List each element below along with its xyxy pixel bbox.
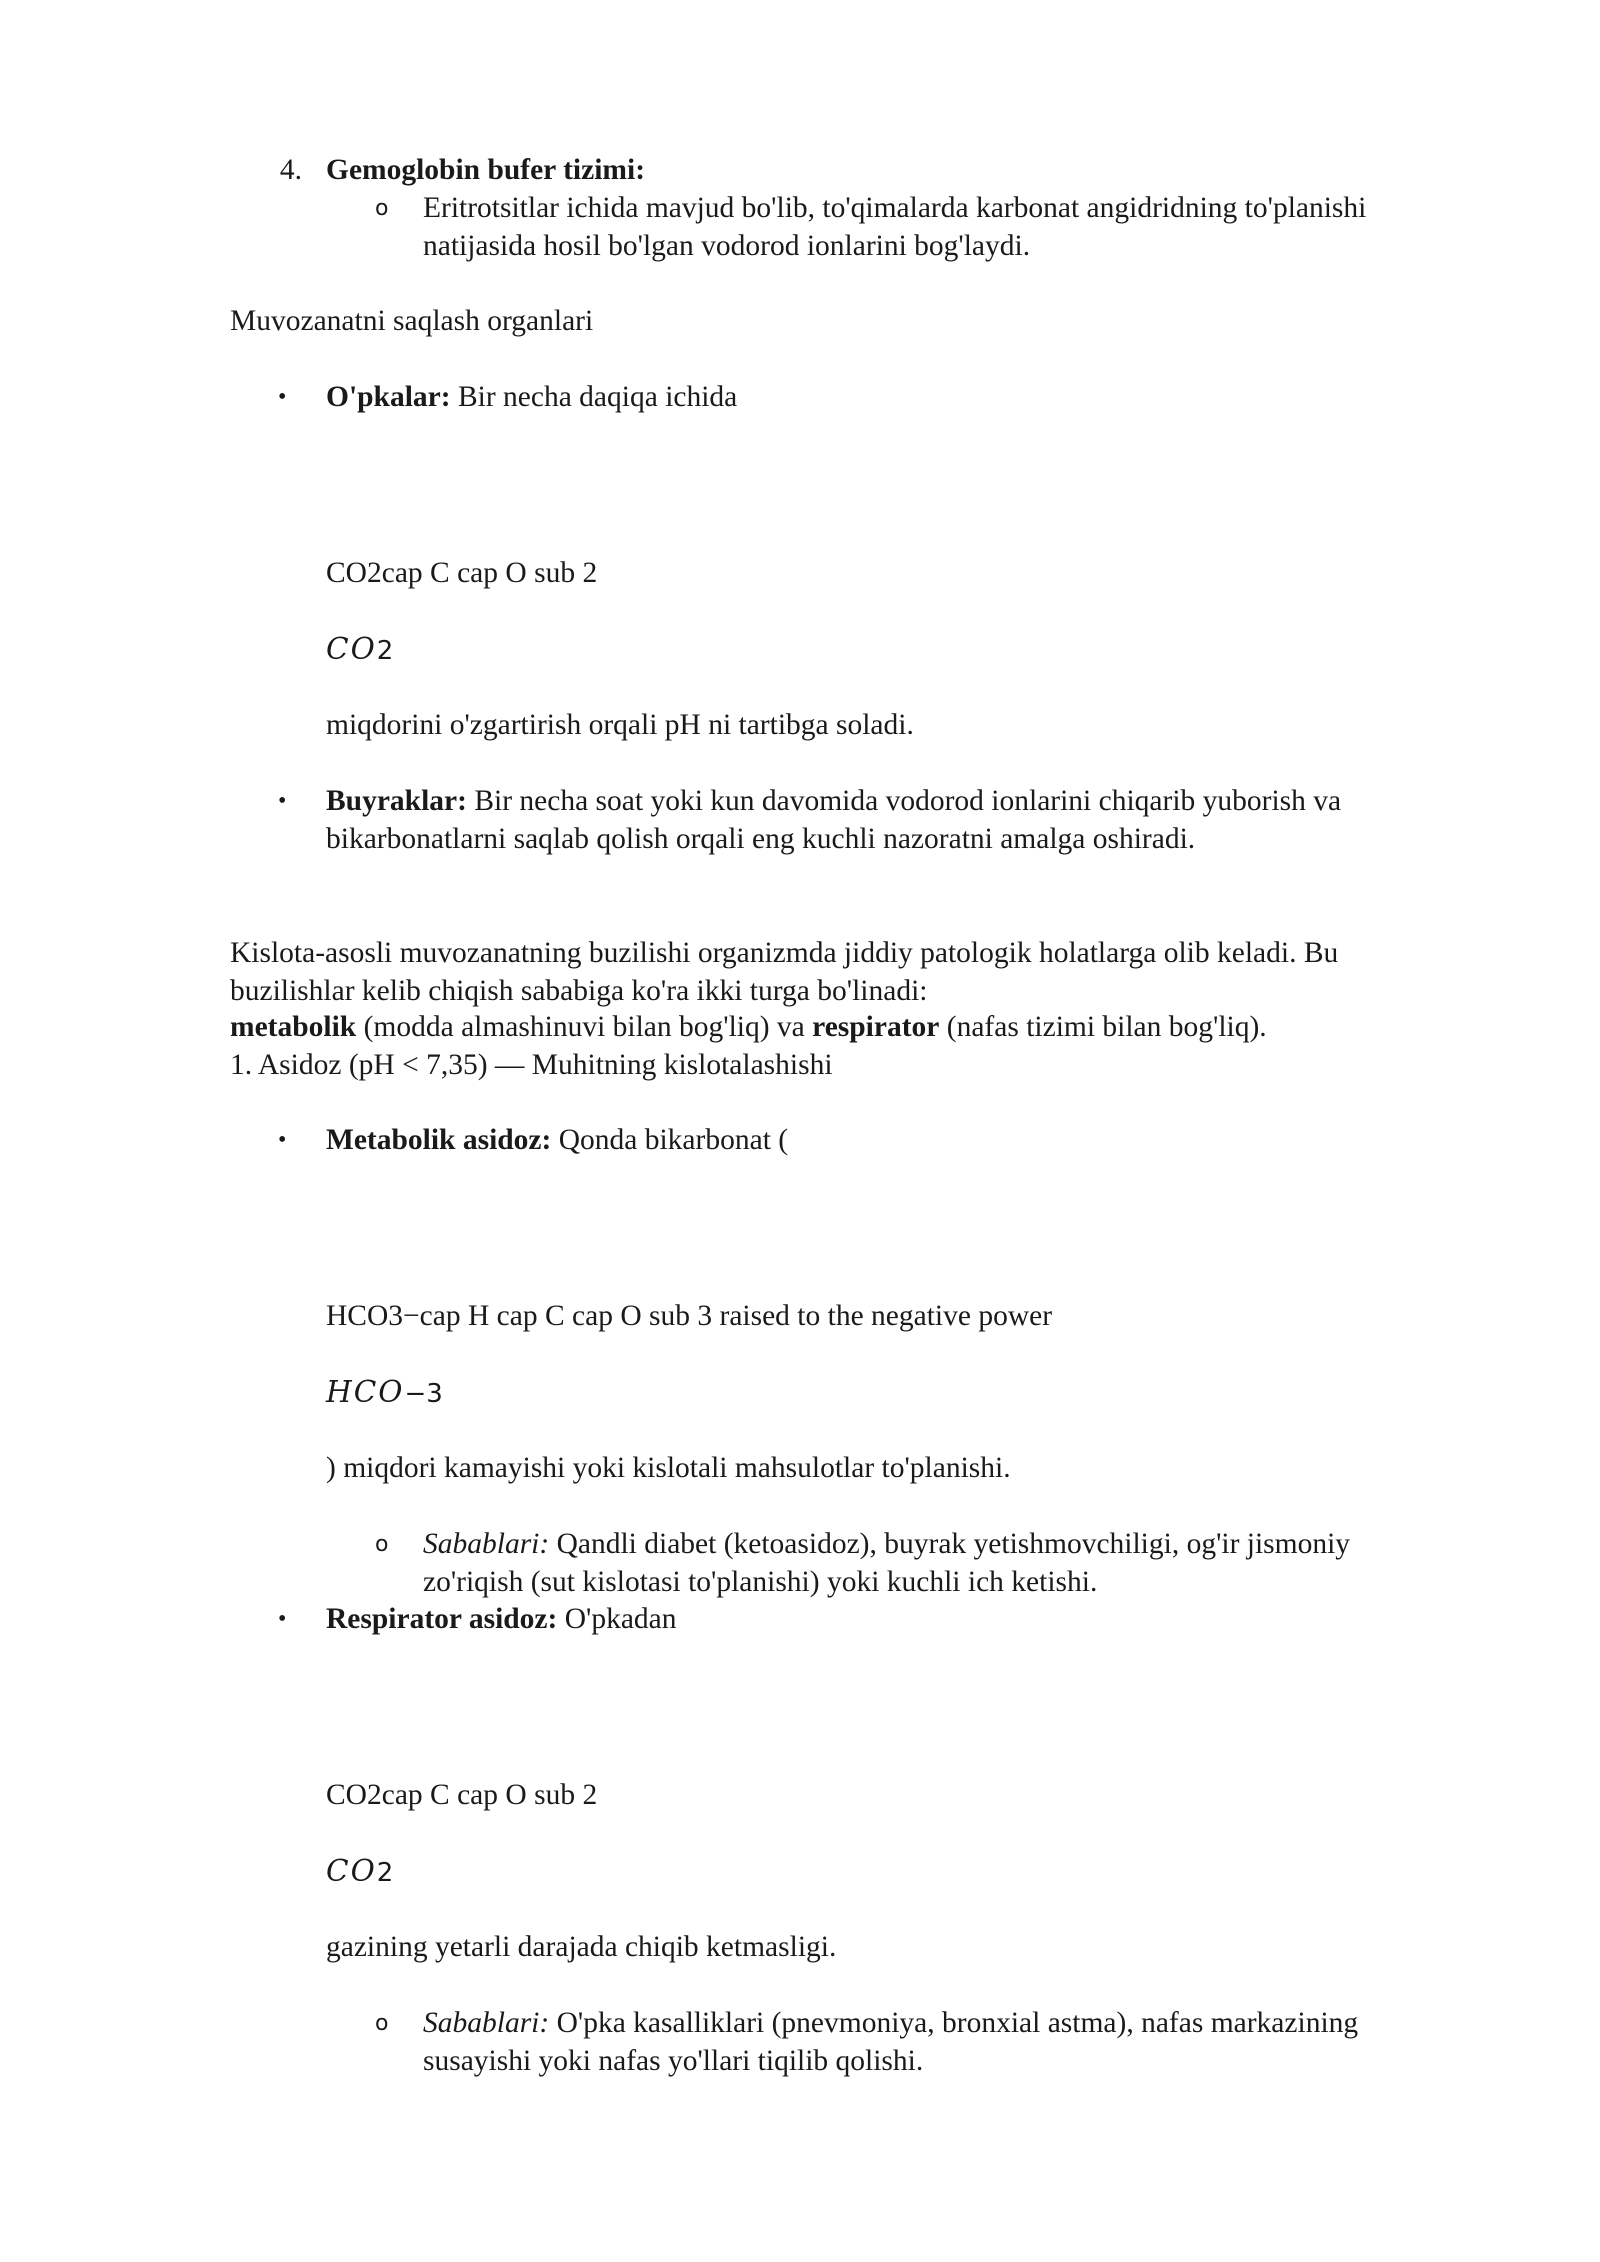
formula-sub: 2 [376, 1858, 394, 1888]
sub-item-line: zo'riqish (sut kislotasi to'planishi) yoki kuchli ich ketishi. [423, 1566, 1098, 1598]
section-heading: Muvozanatni saqlash organlari [230, 305, 594, 337]
formula-sub: −3 [404, 1379, 443, 1409]
causes-text: O'pka kasalliklari (pnevmoniya, bronxial astma), nafas markazining [549, 2007, 1359, 2039]
formula-main: CO [326, 1854, 377, 1888]
bullet-icon: • [278, 1606, 287, 1632]
list-item-metabolic [326, 1122, 788, 1159]
sub-bullet-icon: o [375, 196, 389, 221]
sub-item-line: Eritrotsitlar ichida mavjud bo'lib, to'qimalarda karbonat angidridning to'planishi [423, 192, 1367, 224]
term-respirator: respirator [812, 1011, 940, 1043]
item-label: Buyraklar: [326, 785, 467, 817]
causes-text: Qandli diabet (ketoasidoz), buyrak yetishmovchiligi, og'ir jismoniy [549, 1528, 1351, 1560]
sub-item-causes [423, 1526, 1350, 1563]
formula-main: CO [326, 632, 377, 666]
list-item-respiratory [326, 1601, 677, 1638]
item-continuation: ) miqdori kamayishi yoki kislotali mahsulotlar to'planishi. [326, 1452, 1011, 1484]
bullet-icon: • [278, 384, 287, 410]
item-text: Bir necha daqiqa ichida [450, 381, 738, 413]
causes-label: Sabablari: [423, 1528, 550, 1560]
item-text: O'pkadan [557, 1603, 677, 1635]
math-alt-text: CO2cap C cap O sub 2 [326, 557, 598, 589]
sub-item-line: natijasida hosil bo'lgan vodorod ionlarini bog'laydi. [423, 230, 1031, 262]
math-formula [326, 631, 393, 670]
item-label: O'pkalar: [326, 381, 451, 413]
term-metabolic: metabolik [230, 1011, 357, 1043]
item-continuation: gazining yetarli darajada chiqib ketmasligi. [326, 1931, 837, 1963]
paragraph-text: (nafas tizimi bilan bog'liq). [939, 1011, 1267, 1043]
sub-item-line: susayishi yoki nafas yo'llari tiqilib qolishi. [423, 2045, 924, 2077]
paragraph-line: buzilishlar kelib chiqish sababiga ko'ra ikki turga bo'linadi: [230, 975, 928, 1007]
list-number: 4. [279, 154, 302, 186]
causes-label: Sabablari: [423, 2007, 550, 2039]
item-continuation: miqdorini o'zgartirish orqali pH ni tartibga soladi. [326, 709, 914, 741]
item-label: Metabolik asidoz: [326, 1124, 552, 1156]
item-text: Bir necha soat yoki kun davomida vodorod ionlarini chiqarib yuborish va [466, 785, 1342, 817]
formula-main: HCO [326, 1375, 405, 1409]
sub-bullet-icon: o [375, 1532, 389, 1557]
section-title: Gemoglobin bufer tizimi: [326, 154, 646, 186]
item-label: Respirator asidoz: [326, 1603, 558, 1635]
formula-sub: 2 [376, 636, 394, 666]
item-line: bikarbonatlarni saqlab qolish orqali eng kuchli nazoratni amalga oshiradi. [326, 823, 1196, 855]
math-alt-text: HCO3−cap H cap C cap O sub 3 raised to the negative power [326, 1300, 1053, 1332]
paragraph-line: Kislota-asosli muvozanatning buzilishi organizmda jiddiy patologik holatlarga olib keladi. Bu [230, 937, 1339, 969]
subsection-heading: 1. Asidoz (pH < 7,35) — Muhitning kislotalashishi [230, 1049, 833, 1081]
sub-item-causes [423, 2005, 1358, 2042]
bullet-icon: • [278, 788, 287, 814]
item-text: Qonda bikarbonat ( [551, 1124, 789, 1156]
math-alt-text: CO2cap C cap O sub 2 [326, 1779, 598, 1811]
paragraph-line [230, 1009, 1267, 1046]
math-formula [326, 1853, 393, 1892]
list-item-kidneys [326, 783, 1341, 820]
sub-bullet-icon: o [375, 2011, 389, 2036]
paragraph-text: (modda almashinuvi bilan bog'liq) va [356, 1011, 813, 1043]
bullet-icon: • [278, 1127, 287, 1153]
math-formula [326, 1374, 443, 1413]
list-item-lungs [326, 379, 737, 416]
